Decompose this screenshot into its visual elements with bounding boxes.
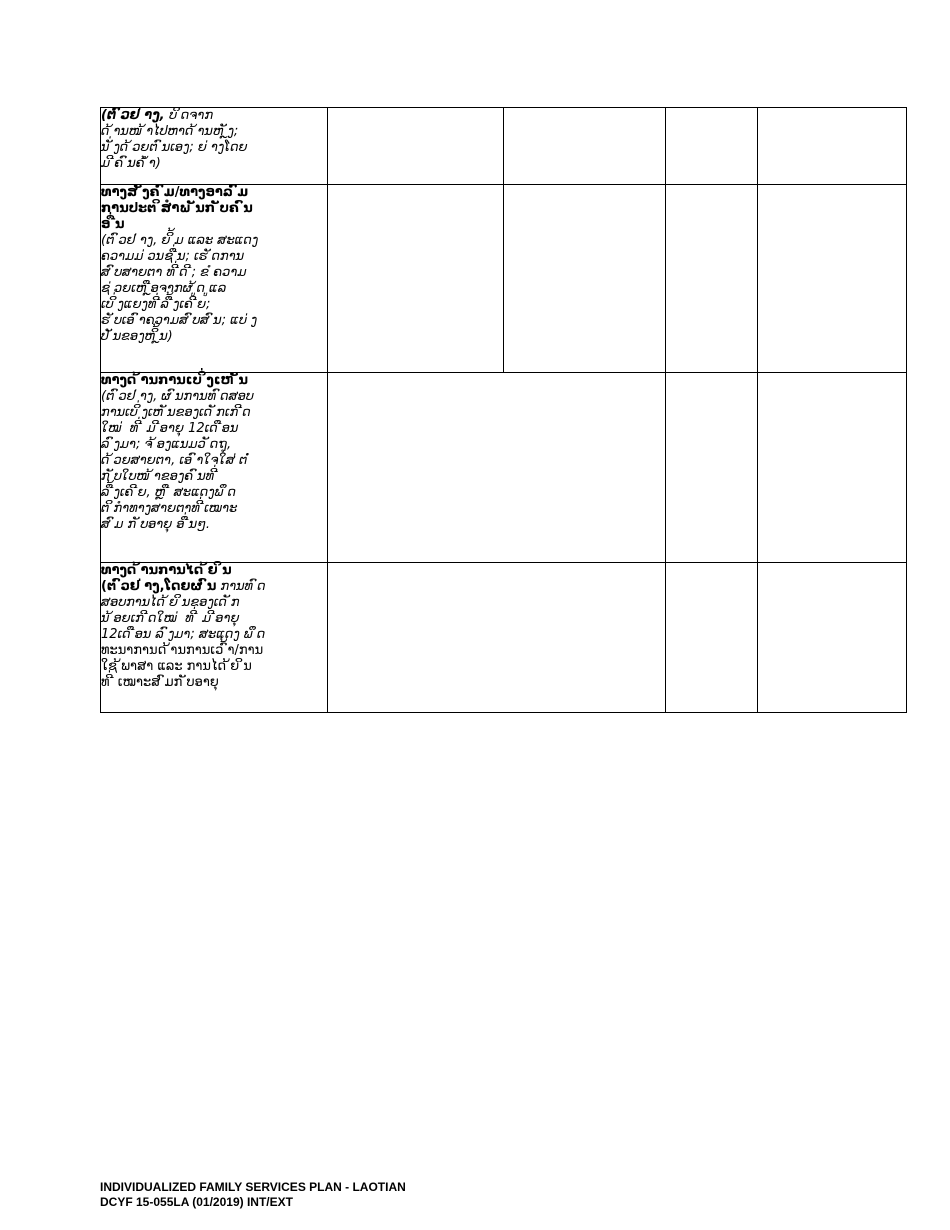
form-title: INDIVIDUALIZED FAMILY SERVICES PLAN - LAOTIAN [100,1180,406,1194]
entry-cell[interactable] [666,108,758,185]
table-row-physical [101,108,907,185]
row-label-physical [101,108,328,185]
entry-cell[interactable] [666,185,758,373]
row-label-social-emotional [101,185,328,373]
entry-cell[interactable] [666,373,758,563]
row-label-italic: (ຕ ົວຢ ່າງ, ຜ ົນການທ ົດສອບ ການເບ ິ່ງເຫ ັນຂອງເດ ັກເກ ີດ ໃໝ ່ ທ ີ່ ມ ີອາຍຸ 12ເດ ືອນ ລ ົງມາ; ຈ ້ອງແນມວ ັດຖຸ, ດ ້ວຍສາຍຕາ, ເອ ົາໃຈໃສ ່ຕ ໍ່ ກ ັບໃບໜ ້າຂອງຄ ົນທ ີ່ ລ ື້ງເຄ ີຍ, ຫຼ ື ສະແດງພ ຶດ ຕ ິກຳທາງສາຍຕາທ ີ່ເໝາະ ສ ົມ ກ ັບອາຍຸ ອ ື່ນໆ. [101,389,254,532]
row-label-bold: (ຕ ົວຢ ່າງ, [101,108,170,123]
row-label-bold: ທາງສ ັງຄ ົມ/ທາງອາລ ົມ ການປະຕ ິສຳພ ັນກ ັບຄ ົນ ອ ື່ນ [101,185,253,232]
entry-cell[interactable] [328,108,504,185]
table-row-social-emotional [101,185,907,373]
entry-cell[interactable] [504,185,666,373]
entry-cell[interactable] [758,563,907,713]
entry-cell[interactable] [666,563,758,713]
table-row-vision [101,373,907,563]
form-footer [100,1180,406,1210]
entry-cell[interactable] [758,373,907,563]
row-label-hearing [101,563,328,713]
table-row-hearing [101,563,907,713]
row-label-bold: ທາງດ ້ານການເບ ິ່ງເຫ ັນ [101,373,248,388]
form-number: DCYF 15-055LA (01/2019) INT/EXT [100,1195,293,1209]
entry-cell[interactable] [758,185,907,373]
entry-cell[interactable] [504,108,666,185]
row-label-vision [101,373,328,563]
entry-cell-merged[interactable] [328,563,666,713]
row-label-plain: ທະນາການດ ້ານການເວ ົ້າ/ການ ໃຊ ້ພາສາ ແລະ ການໄດ ້ຍ ິນ ທ ີ່ ເໝາະສ ົມກ ັບອາຍຸ [101,643,264,690]
row-label-italic: ການທ ົດ ສອບການໄດ ້ຍ ິນຂອງເດ ັກ ນ ້ອຍເກ ີດໃໝ ່ ທ ີ່ ມ ີອາຍຸ 12ເດ ືອນ ລ ົງມາ; ສະແດງ ພ ຶດ [101,579,266,642]
assessment-table [100,107,907,713]
row-label-bold: ທາງດ ້ານການໄດ ້ຍ ິນ (ຕ ົວຢ ່າງ,ໂດຍຜ ົນ [101,563,232,594]
entry-cell[interactable] [758,108,907,185]
row-label-italic: (ຕ ົວຢ ່າງ, ຍ ິ້ມ ແລະ ສະແດງ ຄວາມມ ່ວນຊ ື່ນ; ເຮ ັດການ ສ ົບສາຍຕາ ທ ີ່ດ ີ; ຂ ໍຄວາມ ຊ ່ວຍເຫ ຼືອຈາກຜ ູ້ດ ູແລ ເບ ິ່ງແຍງທ ີ່ລ ື້ງເຄ ີຍ; ຮ ັບເອ ົາຄວາມສ ົບສ ົນ; ແບ ່ງ ປ ັນຂອງຫ ຼິ້ນ) [101,233,259,344]
entry-cell[interactable] [328,185,504,373]
entry-cell-merged[interactable] [328,373,666,563]
row-label-italic: ບ ິດຈາກ ດ ້ານໜ ້າໄປຫາດ ້ານຫ ຼັງ; ນ ັ່ງດ ້ວຍຕ ົນເອງ; ຍ ່າງໂດຍ ມ ີຄ ົນຄ ້ຳ) [101,108,248,171]
